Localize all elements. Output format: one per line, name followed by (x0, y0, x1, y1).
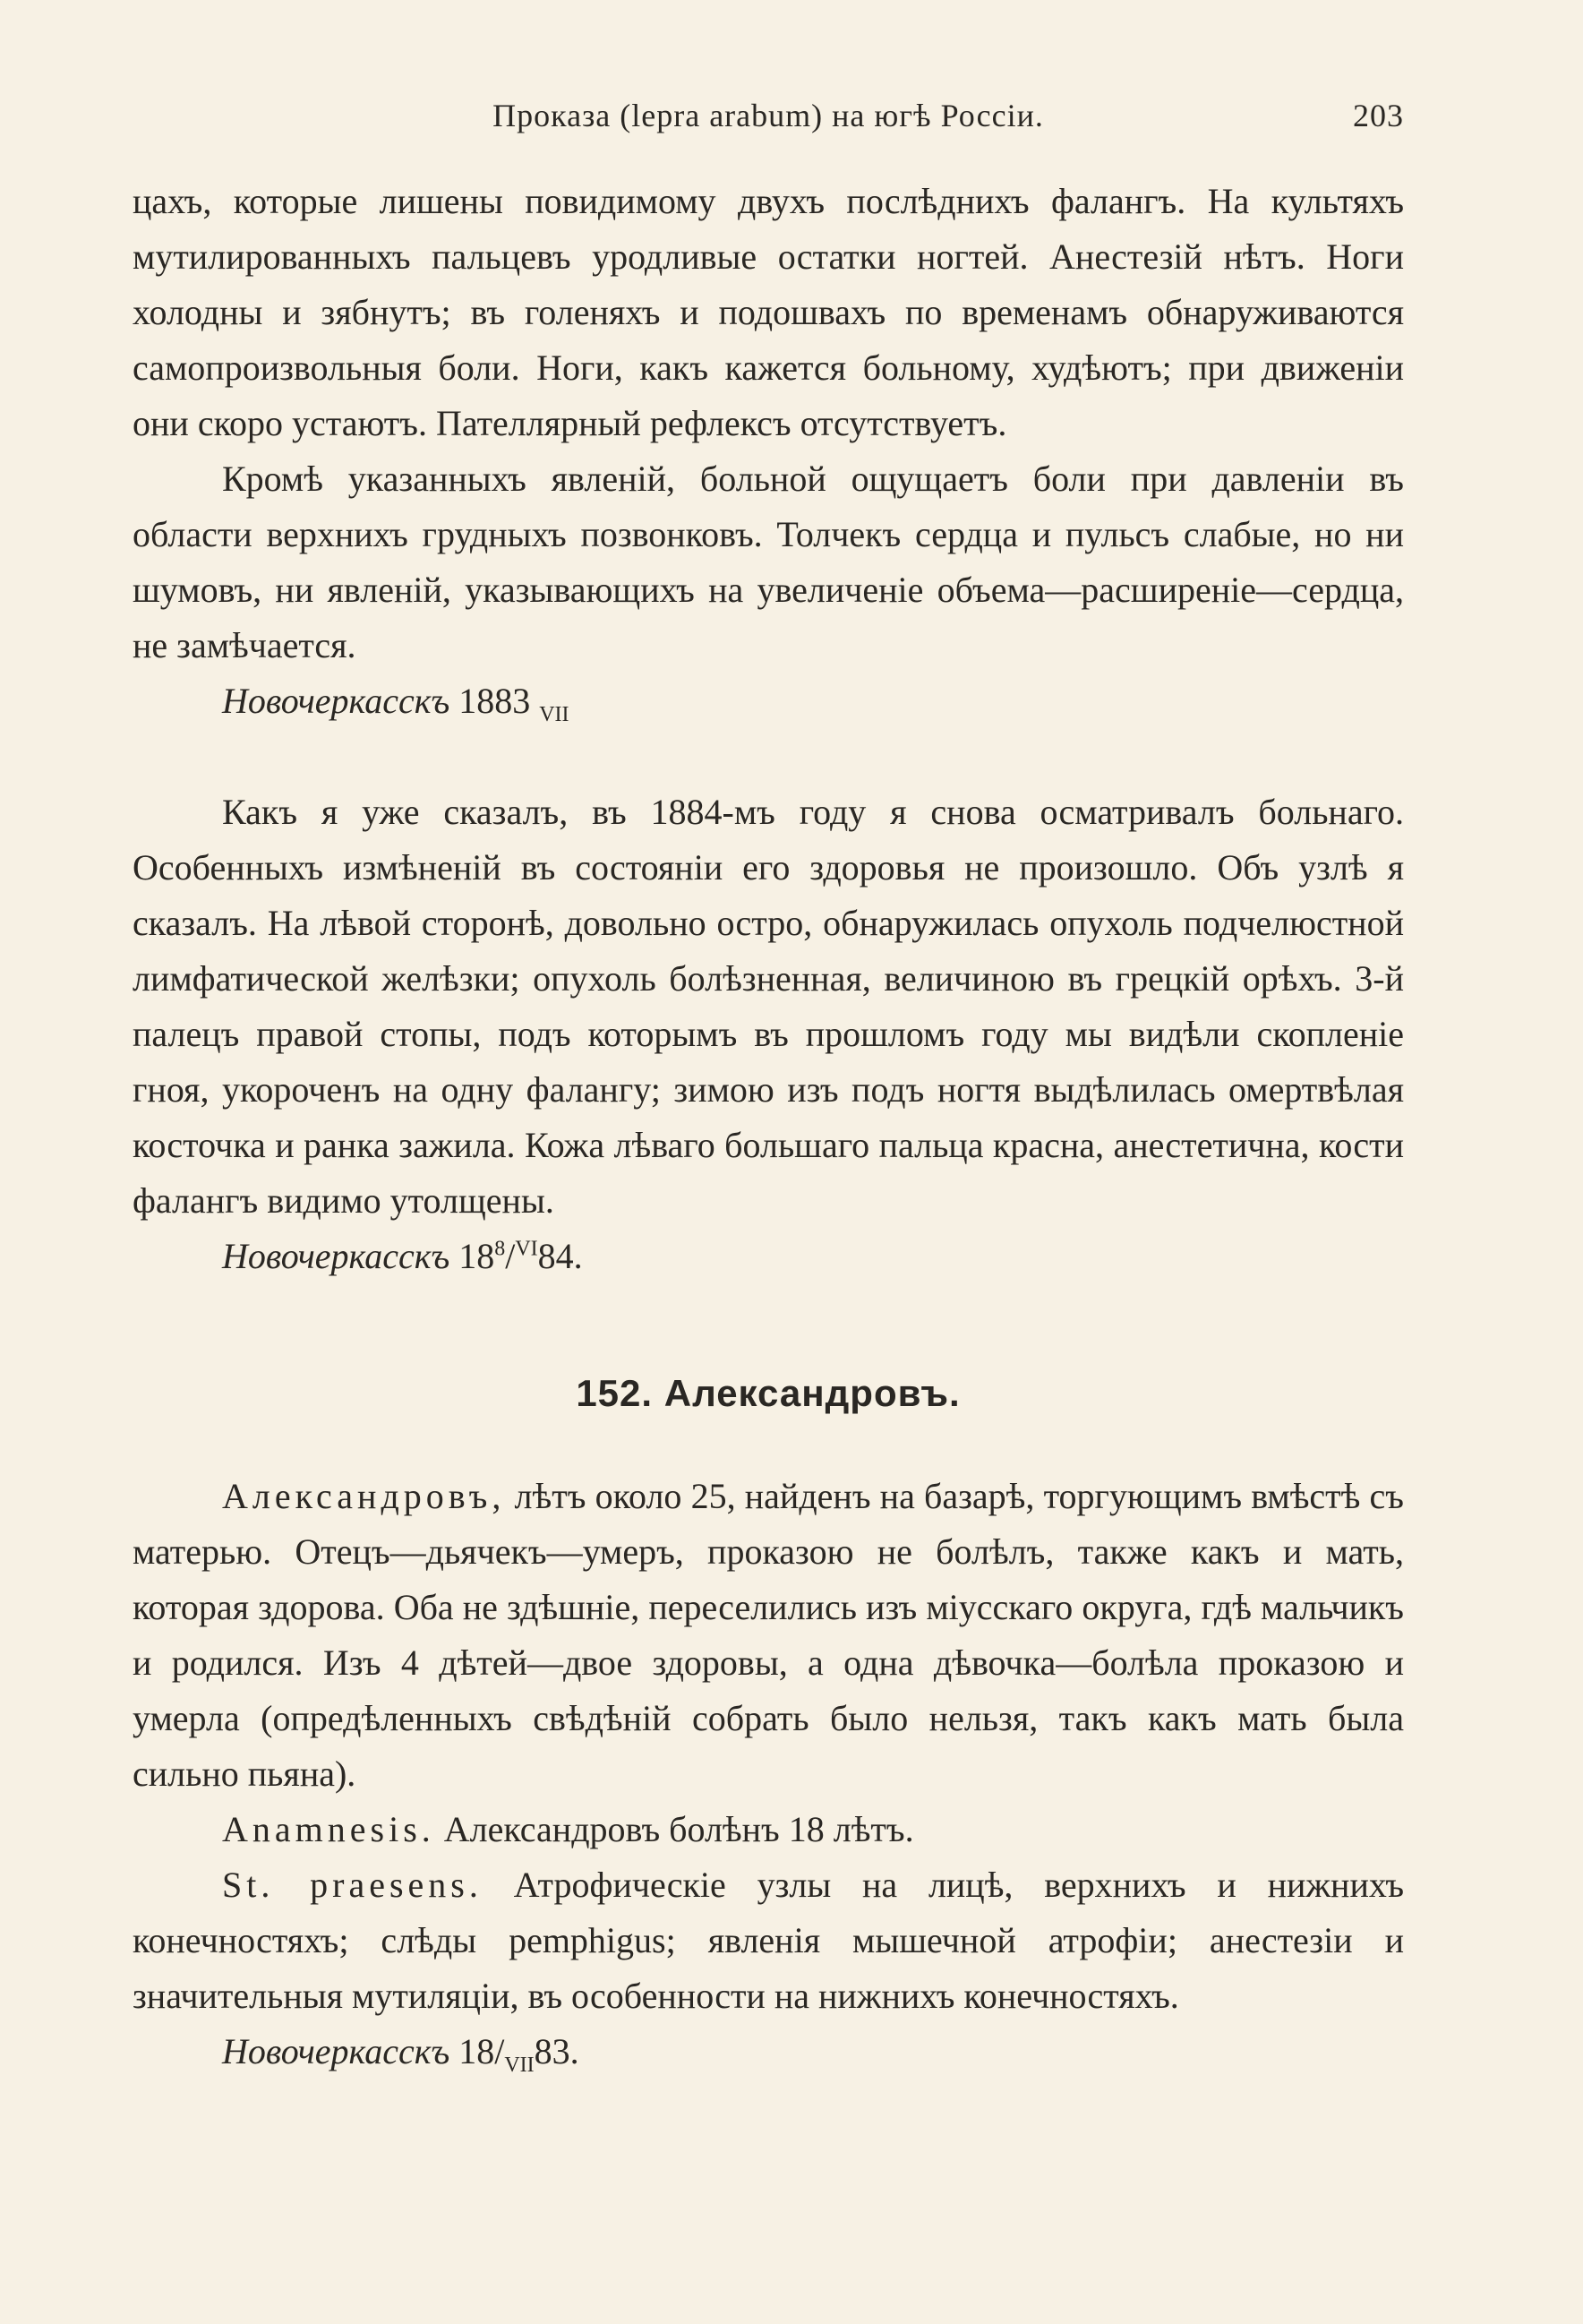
paragraph: цахъ, которые лишены повидимому двухъ послѣднихъ фалангъ. На культяхъ мутилированныхъ пальцевъ уродливые остатки ногтей. Анестезій нѣтъ. Ноги холодны и зябнутъ; въ голеняхъ и подошвахъ по временамъ обнаруживаются самопроизвольныя боли. Ноги, какъ кажется больному, худѣютъ; при движеніи они скоро устаютъ. Пателлярный рефлексъ отсутствуетъ. (133, 181, 1404, 443)
anamnesis-label: Anamnesis. (222, 1809, 435, 1849)
place-date (133, 2024, 1404, 2080)
paragraph (133, 1469, 1404, 1802)
date-month: VI (515, 1237, 538, 1261)
patient-name: Александровъ, (222, 1476, 506, 1516)
date-day: 18 (458, 1236, 495, 1276)
date-year: 84. (537, 1236, 583, 1276)
place-date: Новочеркасскъ $18^8/^{VI}84$. (222, 1236, 583, 1276)
date-month: VII (539, 703, 569, 726)
page-header (133, 90, 1404, 143)
praesens-label: St. praesens. (222, 1865, 483, 1905)
date-year: 83. (534, 2031, 579, 2071)
place-date (133, 673, 1404, 729)
paragraph (133, 1857, 1404, 2024)
place-name: Новочеркасскъ (222, 681, 450, 721)
page-number: 203 (1353, 98, 1404, 133)
paragraph (133, 1802, 1404, 1857)
place-name: Новочеркасскъ (222, 2031, 450, 2071)
date-day: 18/ (458, 2031, 505, 2071)
book-page (133, 90, 1404, 2080)
date-year: 1883 (458, 681, 531, 721)
anamnesis-text: Александровъ болѣнъ 18 лѣтъ. (434, 1809, 914, 1849)
paragraph-text: лѣтъ около 25, найденъ на базарѣ, торгующимъ вмѣстѣ съ матерью. Отецъ—дьячекъ—умеръ, проказою не болѣлъ, также какъ и мать, которая здорова. Оба не здѣшніе, переселились изъ міусскаго округа, гдѣ мальчикъ и родился. Изъ 4 дѣтей—двое здоровы, а одна дѣвочка—болѣла проказою и умерла (опредѣленныхъ свѣдѣній собрать было нельзя, такъ какъ мать была сильно пьяна). (133, 1476, 1404, 1794)
date-sup: 8 (494, 1237, 506, 1261)
paragraph: Кромѣ указанныхъ явленій, больной ощущаетъ боли при давленіи въ области верхнихъ грудныхъ позвонковъ. Толчекъ сердца и пульсъ слабые, но ни шумовъ, ни явленій, указывающихъ на увеличеніе объема—расширеніе—сердца, не замѣчается. (133, 459, 1404, 665)
section-title: 152. Александровъ. (576, 1372, 961, 1414)
running-title: Проказа (lepra arabum) на югѣ Россіи. (492, 98, 1044, 133)
paragraph: Какъ я уже сказалъ, въ 1884-мъ году я снова осматривалъ больнаго. Особенныхъ измѣненій въ состояніи его здоровья не произошло. Объ узлѣ я сказалъ. На лѣвой сторонѣ, довольно остро, обнаружилась опухоль подчелюстной лимфатической желѣзки; опухоль болѣзненная, величиною въ грецкій орѣхъ. 3-й палецъ правой стопы, подъ которымъ въ прошломъ году мы видѣли скопленіе гноя, укороченъ на одну фалангу; зимою изъ подъ ногтя выдѣлилась омертвѣлая косточка и ранка зажила. Кожа лѣваго большаго пальца красна, анестетична, кости фалангъ видимо утолщены. (133, 792, 1404, 1221)
date-month: VII (504, 2054, 535, 2077)
place-name: Новочеркасскъ (222, 1236, 450, 1276)
praesens-text: Атрофическіе узлы на лицѣ, верхнихъ и нижнихъ конечностяхъ; слѣды pemphigus; явленія мышечной атрофіи; анестезіи и значительныя мутиляціи, въ особенности на нижнихъ конечностяхъ. (133, 1865, 1405, 2016)
